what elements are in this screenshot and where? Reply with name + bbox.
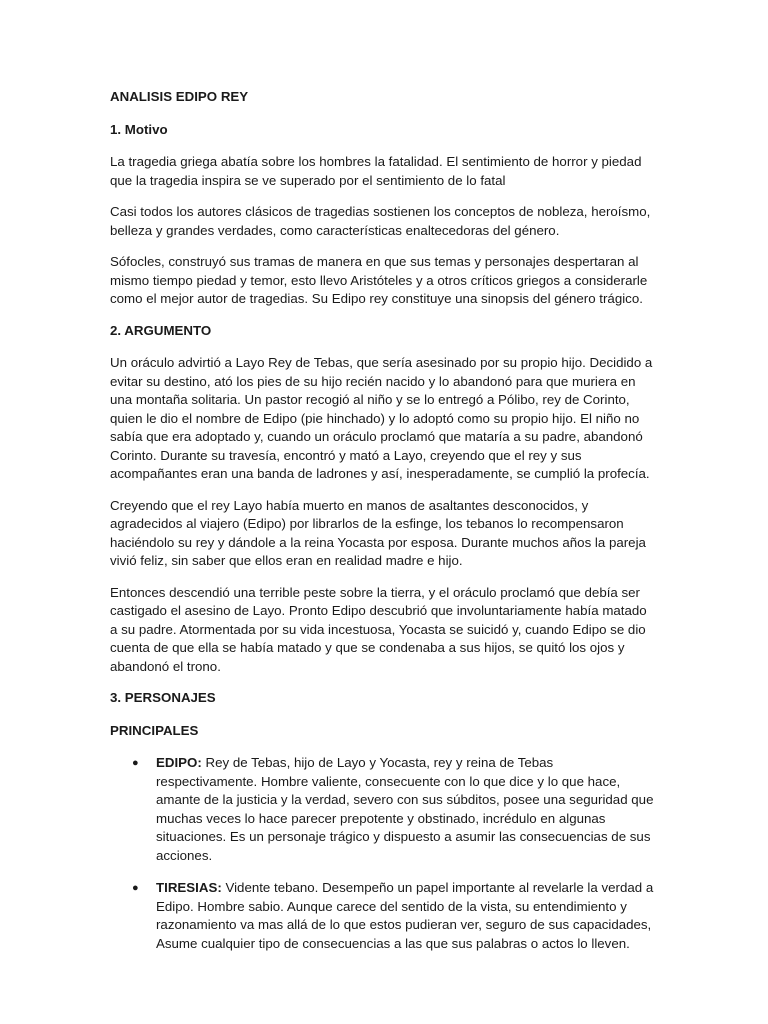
bullet-icon: ● bbox=[132, 882, 139, 894]
section-heading-motivo: 1. Motivo bbox=[110, 121, 168, 137]
paragraph: Sófocles, construyó sus tramas de manera en que sus temas y personajes despertaran al mismo tiempo piedad y temor, esto llevo Aristóteles y a otros críticos griegos a considerarle como el mejor autor de tragedias. Su Edipo rey constituye una sinopsis del género trágico. bbox=[110, 254, 648, 306]
document-title: ANALISIS EDIPO REY bbox=[110, 89, 249, 104]
paragraph: Entonces descendió una terrible peste sobre la tierra, y el oráculo proclamó que debía ser castigado el asesino de Layo. Pronto Edipo descubrió que involuntariamente había matado a su padre. Atormentada por su vida incestuosa, Yocasta se suicidó y, cuando Edipo se dio cuenta de que ella se había matado y que se condenaba a sus hijos, se quitó los ojos y abandonó el trono. bbox=[110, 584, 647, 674]
character-list bbox=[110, 754, 655, 953]
paragraph: Un oráculo advirtió a Layo Rey de Tebas, que sería asesinado por su propio hijo. Decidido a evitar su destino, ató los pies de su hijo recién nacido y lo abandonó para que muriera en una montaña solitaria. Un pastor recogió al niño y se lo entregó a Pólibo, rey de Corinto, quien le dio el nombre de Edipo (pie hinchado) y lo adoptó como su propio hijo. El niño no sabía que era adoptado y, cuando un oráculo proclamó que mataría a su padre, abandonó Corinto. Durante su travesía, encontró y mató a Layo, creyendo que el rey y sus acompañantes eran una banda de ladrones y así, inesperadamente, se cumplió la profecía. bbox=[110, 355, 653, 481]
paragraph: Casi todos los autores clásicos de tragedias sostienen los conceptos de nobleza, heroísmo, belleza y grandes verdades, como características enaltecedoras del género. bbox=[110, 204, 651, 238]
list-item-tiresias bbox=[110, 879, 655, 953]
paragraph: Creyendo que el rey Layo había muerto en manos de asaltantes desconocidos, y agradecidos al viajero (Edipo) por librarlos de la esfinge, los tebanos lo recompensaron haciéndolo su rey y dándole a la reina Yocasta por esposa. Durante muchos años la pareja vivió feliz, sin saber que ellos eran en realidad madre e hijo. bbox=[110, 497, 646, 568]
paragraph: La tragedia griega abatía sobre los hombres la fatalidad. El sentimiento de horror y piedad que la tragedia inspira se ve superado por el sentimiento de lo fatal bbox=[110, 154, 642, 188]
list-item-edipo bbox=[110, 754, 655, 865]
document-page bbox=[110, 88, 655, 967]
section-heading-personajes: 3. PERSONAJES bbox=[110, 690, 216, 705]
character-description: Vidente tebano. Desempeño un papel importante al revelarle la verdad a Edipo. Hombre sabio. Aunque carece del sentido de la vista, su entendimiento y razonamiento va mas allá de lo que estos pudieran ver, seguro de sus capacidades, Asume cualquier tipo de consecuencias a las que sus palabras o actos lo lleven. bbox=[156, 880, 654, 951]
section-heading-argumento: 2. ARGUMENTO bbox=[110, 322, 212, 338]
character-description: Rey de Tebas, hijo de Layo y Yocasta, rey y reina de Tebas respectivamente. Hombre valiente, consecuente con lo que dice y lo que hace, amante de la justicia y la verdad, severo con sus súbditos, posee una seguridad que muchas veces lo hace parecer prepotente y obstinado, incrédulo en algunas situaciones. Es un personaje trágico y dispuesto a asumir las consecuencias de sus acciones. bbox=[156, 755, 654, 863]
character-name: EDIPO: bbox=[156, 755, 202, 770]
subheading-principales: PRINCIPALES bbox=[110, 722, 199, 738]
bullet-icon: ● bbox=[132, 757, 139, 769]
character-name: TIRESIAS: bbox=[156, 880, 222, 895]
